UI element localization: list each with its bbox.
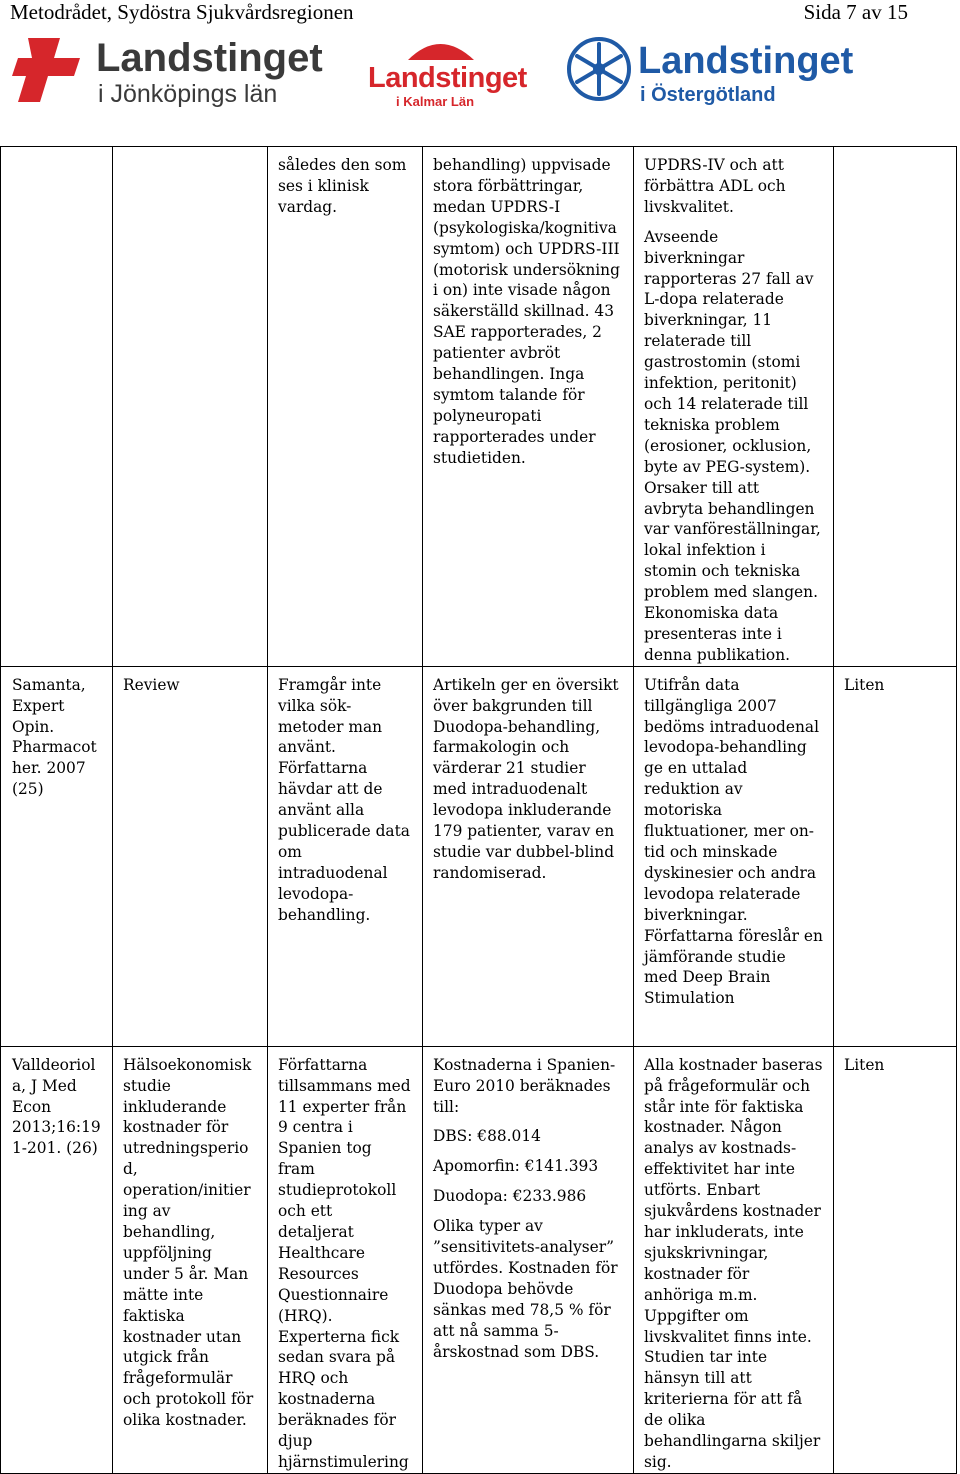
cell-reference: Valldeoriol a, J Med Econ 2013;16:19 1-201. (26) <box>1 1046 113 1473</box>
cell-relevance <box>834 147 957 667</box>
cell-results: behandling) uppvisade stora förbättringar, medan UPDRS-I (psykologiska/kognitiva symtom) och UPDRS-III (motorisk undersökning i on) inte visade någon säkerställd skillnad. 43 SAE rapporterades, 2 patienter avbröt behandlingen. Inga symtom talande för polyneuropati rapporterades under studietiden. <box>423 147 634 667</box>
page-number: Sida 7 av 15 <box>803 0 908 24</box>
cell-reference: Samanta, Expert Opin. Pharmacot her. 2007 (25) <box>1 666 113 1046</box>
cell-relevance: Liten <box>834 666 957 1046</box>
cross-logo-icon <box>10 34 92 106</box>
cell-comments: Alla kostnader baseras på frågeformulär och står inte för faktiska kostnader. Någon analys av kostnads-effektivitet har inte utförts. Enbart sjukvårdens kostnader har inkluderats, inte sjukskrivningar, kostnader för anhöriga m.m. Uppgifter om livskvalitet finns inte. Studien tar inte hänsyn till att kriterierna för att få de olika behandlingarna skiljer sig. <box>634 1046 834 1473</box>
cell-study-type: Review <box>113 666 268 1046</box>
logo-jonkoping-name: Landstinget <box>96 36 323 80</box>
page-header-title: Metodrådet, Sydöstra Sjukvårdsregionen <box>10 0 354 24</box>
logo-ostergotland-region: i Östergötland <box>640 84 776 106</box>
logo-kalmar-name: Landstinget <box>368 62 527 94</box>
cell-study-type <box>113 147 268 667</box>
cell-method: Författarna tillsammans med 11 experter från 9 centra i Spanien tog fram studieprotokoll och ett detaljerat Healthcare Resources Questionnaire (HRQ). Experterna fick sedan svara på HRQ och kostnaderna beräknades för djup hjärnstimulering <box>268 1046 423 1473</box>
logo-kalmar <box>366 34 526 110</box>
cell-study-type: Hälsoekonomisk studie inkluderande kostnader för utredningsperio d, operation/initier ing av behandling, uppföljning under 5 år. Man mätte inte faktiska kostnader utan utgick från frågeformulär och protokoll för olika kostnader. <box>113 1046 268 1473</box>
logo-jonkoping <box>10 34 330 110</box>
logo-kalmar-region: i Kalmar Län <box>396 94 475 109</box>
logo-jonkoping-region: i Jönköpings län <box>98 80 278 108</box>
table-row <box>1 147 957 667</box>
cell-reference <box>1 147 113 667</box>
crown-logo-icon <box>366 34 516 64</box>
cell-results: Kostnaderna i Spanien-Euro 2010 beräknades till: DBS: €88.014 Apomorfin: €141.393 Duodopa: €233.986 Olika typer av ”sensitivitets-analyser” utfördes. Kostnaden för Duodopa behövde sänkas med 78,5 % för att nå samma 5-årskostnad som DBS. <box>423 1046 634 1473</box>
logo-ostergotland-name: Landstinget <box>638 40 854 82</box>
cell-results: Artikeln ger en översikt över bakgrunden till Duodopa-behandling, farmakologin och värderar 21 studier med intraduodenalt levodopa inkluderande 179 patienter, varav en studie var dubbel-blind randomiserad. <box>423 666 634 1046</box>
study-table <box>0 146 957 1474</box>
cell-comments: Utifrån data tillgängliga 2007 bedöms intraduodenal levodopa-behandling ge en uttalad reduktion av motoriska fluktuationer, mer on-tid och minskade dyskinesier och andra levodopa relaterade biverkningar. Författarna föreslår en jämförande studie med Deep Brain Stimulation <box>634 666 834 1046</box>
cell-comments: UPDRS-IV och att förbättra ADL och livskvalitet. Avseende biverkningar rapporteras 27 fall av L-dopa relaterade biverkningar, 11 relaterade till gastrostomin (stomi infektion, peritonit) och 14 relaterade till tekniska problem (erosioner, ocklusion, byte av PEG-system). Orsaker till att avbryta behandlingen var vanföreställningar, lokal infektion i stomin och tekniska problem med slangen. Ekonomiska data presenteras inte i denna publikation. <box>634 147 834 667</box>
cell-method: således den som ses i klinisk vardag. <box>268 147 423 667</box>
snowflake-logo-icon <box>566 36 632 102</box>
cell-method: Framgår inte vilka sök-metoder man använt. Författarna hävdar att de använt alla publicerade data om intraduodenal levodopa-behandling. <box>268 666 423 1046</box>
cell-relevance: Liten <box>834 1046 957 1473</box>
logo-ostergotland <box>566 34 856 110</box>
table-row <box>1 666 957 1046</box>
table-row <box>1 1046 957 1473</box>
